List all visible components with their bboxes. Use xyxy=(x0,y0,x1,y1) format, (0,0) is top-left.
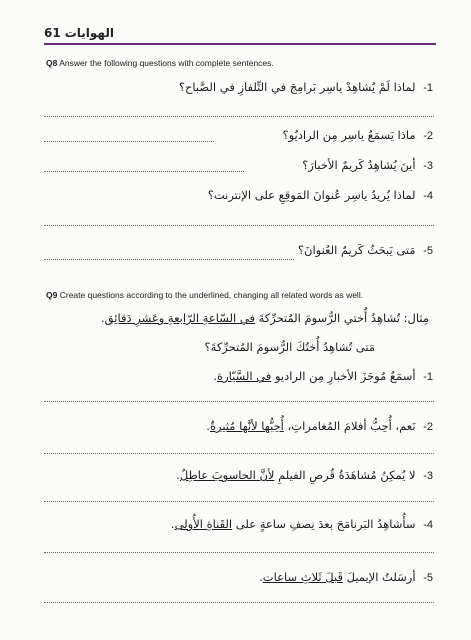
q9-example-sentence-underlined: في السّاعةِ الرّابعةِ وعَشرِ دَقائِق xyxy=(104,311,255,325)
q9-item-1-underlined: في السَّيّارة xyxy=(217,369,272,383)
running-title: الهوايات xyxy=(64,26,114,40)
q8-item-5-text: مَتى يَبحَثُ كَريمٌ العُنوانَ؟ xyxy=(297,243,416,257)
q9-example-label: مِثال: xyxy=(403,311,429,325)
q8-item-4 xyxy=(208,188,433,202)
q9-item-2-pre: نَعم، أُحِبُّ أفلامَ المُغامراتِ، xyxy=(283,419,416,433)
q8-answer-line-4[interactable] xyxy=(44,224,434,226)
q9-item-3-number: 3- xyxy=(423,470,433,482)
q8-label: Q8 xyxy=(46,58,58,68)
q8-item-3-number: 3- xyxy=(423,160,433,172)
q8-item-4-number: 4- xyxy=(423,190,433,202)
q9-answer-line-3[interactable] xyxy=(44,500,434,502)
q9-item-1-number: 1- xyxy=(423,371,433,383)
q9-item-5-post: . xyxy=(259,570,263,584)
q9-instruction xyxy=(46,290,363,300)
q8-item-3 xyxy=(302,158,433,172)
q8-item-1 xyxy=(179,80,433,94)
q9-item-4-number: 4- xyxy=(423,519,433,531)
q9-item-5-underlined: قَبلَ ثَلاثِ ساعات xyxy=(262,570,343,584)
q8-answer-line-2[interactable] xyxy=(44,140,214,142)
q8-item-2-number: 2- xyxy=(423,130,433,142)
q9-item-4-pre: سأُشاهِدُ البَرنامَجَ بعدَ نِصفِ ساعةٍ على xyxy=(232,517,416,531)
q8-instruction xyxy=(46,58,274,68)
q9-item-3-pre: لا يُمكِنُ مُشاهَدَةُ قُرصِ الفيلمِ xyxy=(274,468,416,482)
q8-item-1-text: لماذا لَمْ يُشاهِدْ ياسِر بَرامِجَ في التِّلفازِ في الصَّباح؟ xyxy=(178,80,416,94)
q8-answer-line-5[interactable] xyxy=(44,258,294,260)
q9-answer-line-4[interactable] xyxy=(44,551,434,553)
q9-item-5-pre: أرسَلتُ الإيميلَ xyxy=(342,570,416,584)
q9-label: Q9 xyxy=(46,290,58,300)
q9-item-2-number: 2- xyxy=(423,421,433,433)
q9-answer-line-1[interactable] xyxy=(44,400,434,402)
q9-example-question: مَتى تُشاهِدُ أُختُكَ الرُّسومَ المُتحرِّكةَ؟ xyxy=(204,340,375,354)
q9-item-2-underlined: أُحِبُّها لأنَّها مُثيرةٌ xyxy=(209,419,284,433)
q9-item-3 xyxy=(176,468,433,482)
q9-item-3-underlined: لأنَّ الحاسوبَ عاطِلٌ xyxy=(179,468,275,482)
q9-instruction-text: Create questions according to the underlined, changing all related words as well. xyxy=(59,290,364,300)
page-header xyxy=(44,22,436,44)
q9-example-sentence-pre: تُشاهِدُ أُختي الرُّسومَ المُتحرِّكةَ xyxy=(258,311,400,325)
header-rule xyxy=(44,43,436,45)
q9-item-5-number: 5- xyxy=(423,572,433,584)
q9-item-2 xyxy=(206,419,433,433)
q8-item-5-number: 5- xyxy=(423,245,433,257)
q9-item-1-post: . xyxy=(213,369,218,383)
q9-item-3-post: . xyxy=(176,468,180,482)
q9-item-5 xyxy=(259,570,433,584)
q8-item-2 xyxy=(283,128,434,142)
q8-item-2-text: ماذا يَسمَعُ ياسِر مِن الراديُو؟ xyxy=(282,128,416,142)
q9-answer-line-2[interactable] xyxy=(44,452,434,454)
q8-answer-line-3[interactable] xyxy=(44,170,244,172)
q8-answer-line-1[interactable] xyxy=(44,115,434,117)
q9-item-2-post: . xyxy=(206,419,210,433)
q9-example: مِثال: تُشاهِدُ أُختي الرُّسومَ المُتحرِّكةَ في السّاعةِ الرّابعةِ وعَشرِ دَقائِق. xyxy=(101,311,429,325)
q9-item-4-underlined: القَناةِ الأُولى xyxy=(174,517,233,531)
q8-item-4-text: لماذا يُريدُ ياسِر عُنوانَ المَوقِعِ على الإنترنت؟ xyxy=(207,188,416,202)
q9-item-1 xyxy=(213,369,433,383)
q8-item-3-text: أينَ يُشاهِدُ كَريمٌ الأخبارَ؟ xyxy=(302,158,416,172)
q8-item-5 xyxy=(298,243,433,257)
q8-item-1-number: 1- xyxy=(423,82,433,94)
q9-item-4-post: . xyxy=(170,517,175,531)
q9-answer-line-5[interactable] xyxy=(44,601,434,603)
q9-item-4 xyxy=(171,517,433,531)
q9-item-1-pre: أسمَعُ مُوجَزَ الأخبارِ مِن الراديو xyxy=(274,369,416,383)
page-number: 61 xyxy=(44,26,61,40)
q8-instruction-text: Answer the following questions with complete sentences. xyxy=(59,58,274,68)
